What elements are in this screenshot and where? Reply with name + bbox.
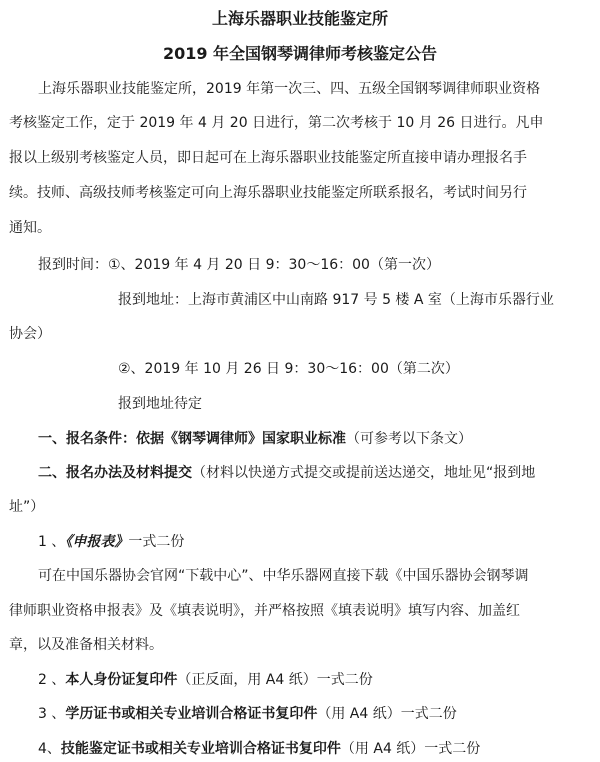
item-3 (0, 704, 600, 724)
section-1-heading: 一、报名条件：依据《钢琴调律师》国家职业标准 (38, 431, 346, 447)
item-2-number: 2 、 (38, 672, 66, 688)
item-1-number: 1 、 (38, 534, 66, 550)
section-1-note: （可参考以下条文） (346, 431, 472, 447)
item-3-number: 3 、 (38, 706, 66, 722)
section-1 (0, 429, 600, 449)
item-1-suffix: 一式二份 (128, 534, 185, 550)
report-time-second: ②、2019 年 10 月 26 日 9：30～16：00（第二次） (118, 361, 459, 377)
notice-title: 上海乐器职业技能鉴定所 (211, 9, 388, 28)
intro-line-5: 通知。 (9, 220, 51, 236)
item-4-suffix: （用 A4 纸）一式二份 (340, 741, 481, 757)
item-1-desc-2: 律师职业资格申报表》及《填表说明》，并严格按照《填表说明》填写内容、加盖红 (9, 603, 520, 619)
intro-line-3: 报以上级别考核鉴定人员，即日起可在上海乐器职业技能鉴定所直接申请办理报名手 (9, 150, 527, 166)
notice-subtitle: 2019 年全国钢琴调律师考核鉴定公告 (162, 44, 438, 63)
report-address-first-cont: 协会） (9, 326, 51, 342)
intro-line-4: 续。技师、高级技师考核鉴定可向上海乐器职业技能鉴定所联系报名，考试时间另行 (9, 185, 527, 201)
report-time-first: 报到时间：①、2019 年 4 月 20 日 9：30～16：00（第一次） (38, 257, 440, 273)
item-1-name: 《申报表》 (65, 534, 129, 550)
intro-line-1: 上海乐器职业技能鉴定所，2019 年第一次三、四、五级全国钢琴调律师职业资格 (38, 81, 541, 97)
intro-line-2: 考核鉴定工作，定于 2019 年 4 月 20 日进行，第二次考核于 10 月 26 日进行。凡申 (9, 115, 544, 131)
item-2-suffix: （正反面，用 A4 纸）一式二份 (177, 672, 373, 688)
section-2 (0, 463, 600, 483)
item-1-desc-1: 可在中国乐器协会官网“下载中心”、中华乐器网直接下载《中国乐器协会钢琴调 (38, 568, 529, 584)
item-2-name: 本人身份证复印件 (65, 672, 178, 688)
section-2-note-cont: 址”） (9, 499, 45, 515)
report-address-second: 报到地址待定 (118, 396, 202, 412)
item-4 (0, 739, 600, 759)
report-address-first: 报到地址：上海市黄浦区中山南路 917 号 5 楼 A 室（上海市乐器行业 (118, 292, 554, 308)
section-2-heading: 二、报名办法及材料提交 (38, 465, 192, 481)
item-4-name: 技能鉴定证书或相关专业培训合格证书复印件 (60, 741, 341, 757)
section-2-note: （材料以快递方式提交或提前送达递交，地址见“报到地 (192, 465, 536, 481)
item-3-name: 学历证书或相关专业培训合格证书复印件 (65, 706, 318, 722)
item-1-desc-3: 章，以及准备相关材料。 (9, 637, 163, 653)
item-1 (0, 532, 600, 552)
item-2 (0, 670, 600, 690)
item-4-number: 4、 (38, 741, 61, 757)
item-3-suffix: （用 A4 纸）一式二份 (317, 706, 457, 722)
